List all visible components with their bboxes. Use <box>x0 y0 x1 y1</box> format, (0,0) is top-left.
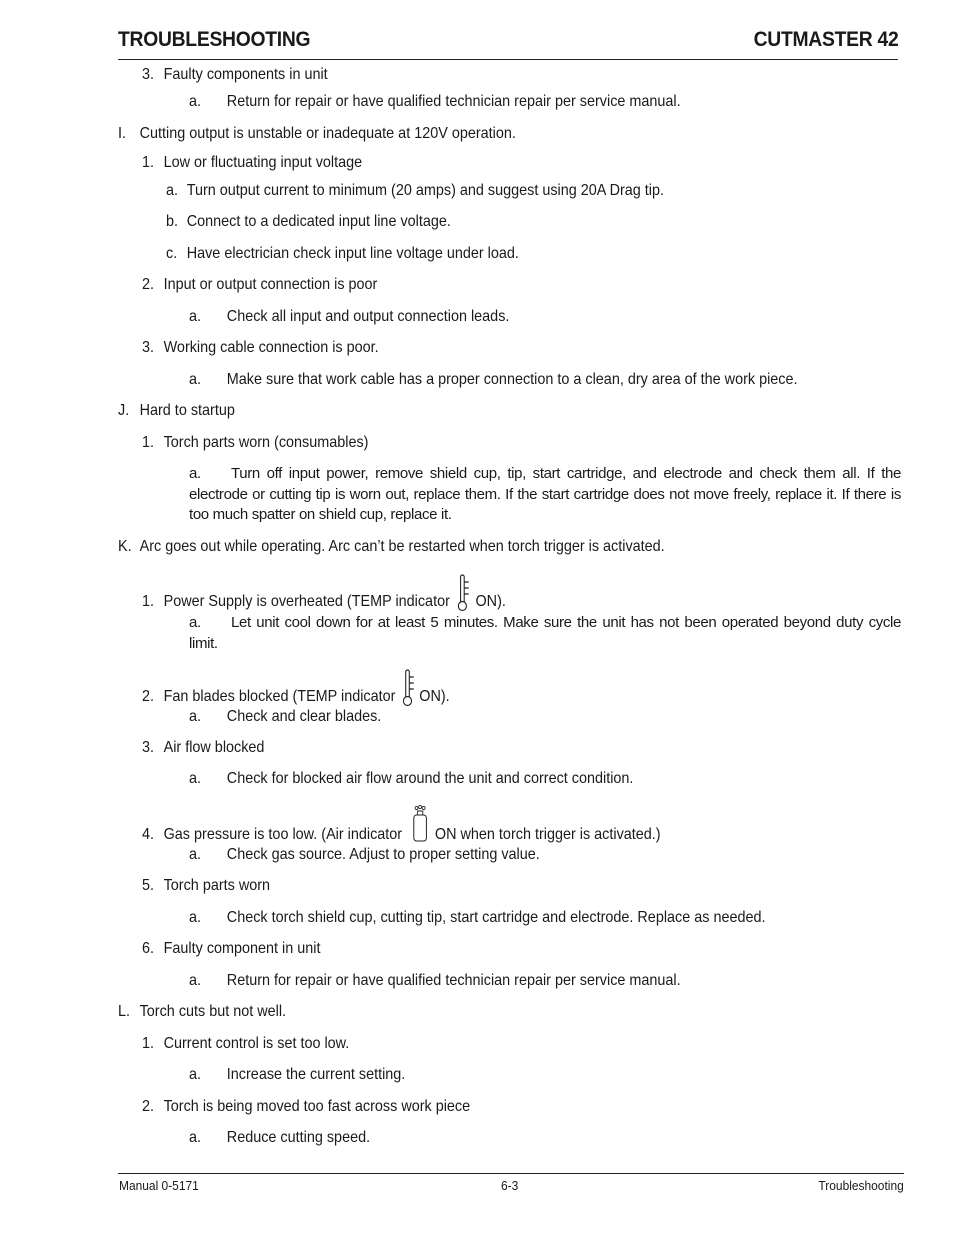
list-item: a. Return for repair or have qualified technician repair per service manual. <box>189 972 681 989</box>
thermometer-icon <box>456 574 470 618</box>
product-title: CUTMASTER 42 <box>753 28 898 51</box>
list-item: a. Return for repair or have qualified technician repair per service manual. <box>189 93 681 110</box>
list-item: b. Connect to a dedicated input line voltage. <box>166 213 451 230</box>
list-item: 5. Torch parts worn <box>142 877 271 894</box>
list-item: c. Have electrician check input line voltage under load. <box>166 245 519 262</box>
list-item: a. Check all input and output connection leads. <box>189 308 510 325</box>
page-number: 6-3 <box>501 1178 519 1193</box>
section-item: L. Torch cuts but not well. <box>118 1003 287 1020</box>
list-item: a. Turn off input power, remove shield cup, tip, start cartridge, and electrode and check them all. If the electrode or cutting tip is worn out, replace them. If the start cartridge does not move freely, replace it. If there is too much spatter on shield cup, replace it. <box>189 465 901 523</box>
list-item: 2. Fan blades blocked (TEMP indicator ON). <box>142 675 450 719</box>
list-item: a. Turn output current to minimum (20 amps) and suggest using 20A Drag tip. <box>166 182 665 199</box>
list-item: a. Check torch shield cup, cutting tip, start cartridge and electrode. Replace as needed. <box>189 909 766 926</box>
list-item: 1. Torch parts worn (consumables) <box>142 434 369 451</box>
list-item: 2. Torch is being moved too fast across work piece <box>142 1098 471 1115</box>
list-item: 3. Working cable connection is poor. <box>142 339 379 356</box>
section-title: TROUBLESHOOTING <box>118 28 311 51</box>
list-item: 3. Faulty components in unit <box>142 66 328 83</box>
list-item: 1. Low or fluctuating input voltage <box>142 154 363 171</box>
list-item: 1. Power Supply is overheated (TEMP indicator ON). <box>142 580 506 624</box>
list-item: a. Increase the current setting. <box>189 1066 406 1083</box>
manual-number: Manual 0-5171 <box>119 1178 199 1193</box>
list-item: a. Check for blocked air flow around the unit and correct condition. <box>189 770 634 787</box>
header-rule <box>118 59 898 60</box>
list-item: 3. Air flow blocked <box>142 739 265 756</box>
section-item: J. Hard to startup <box>118 402 235 419</box>
footer-rule <box>118 1173 904 1174</box>
list-item: a. Let unit cool down for at least 5 minutes. Make sure the unit has not been operated beyond duty cycle limit. <box>189 614 901 652</box>
list-item: 1. Current control is set too low. <box>142 1035 350 1052</box>
list-item: a. Reduce cutting speed. <box>189 1129 371 1146</box>
list-item: a. Check gas source. Adjust to proper setting value. <box>189 846 540 863</box>
list-item: 2. Input or output connection is poor <box>142 276 378 293</box>
list-item: a. Check and clear blades. <box>189 708 382 725</box>
list-item: 6. Faulty component in unit <box>142 940 321 957</box>
thermometer-icon <box>401 669 415 713</box>
list-item: 4. Gas pressure is too low. (Air indicator ON when torch trigger is activated.) <box>142 813 661 857</box>
list-item: a. Make sure that work cable has a proper connection to a clean, dry area of the work piece. <box>189 371 798 388</box>
section-item: I. Cutting output is unstable or inadequate at 120V operation. <box>118 125 516 142</box>
section-item: K. Arc goes out while operating. Arc can’t be restarted when torch trigger is activated. <box>118 538 665 555</box>
footer-section: Troubleshooting <box>818 1178 904 1193</box>
gas-cylinder-icon <box>412 805 430 849</box>
